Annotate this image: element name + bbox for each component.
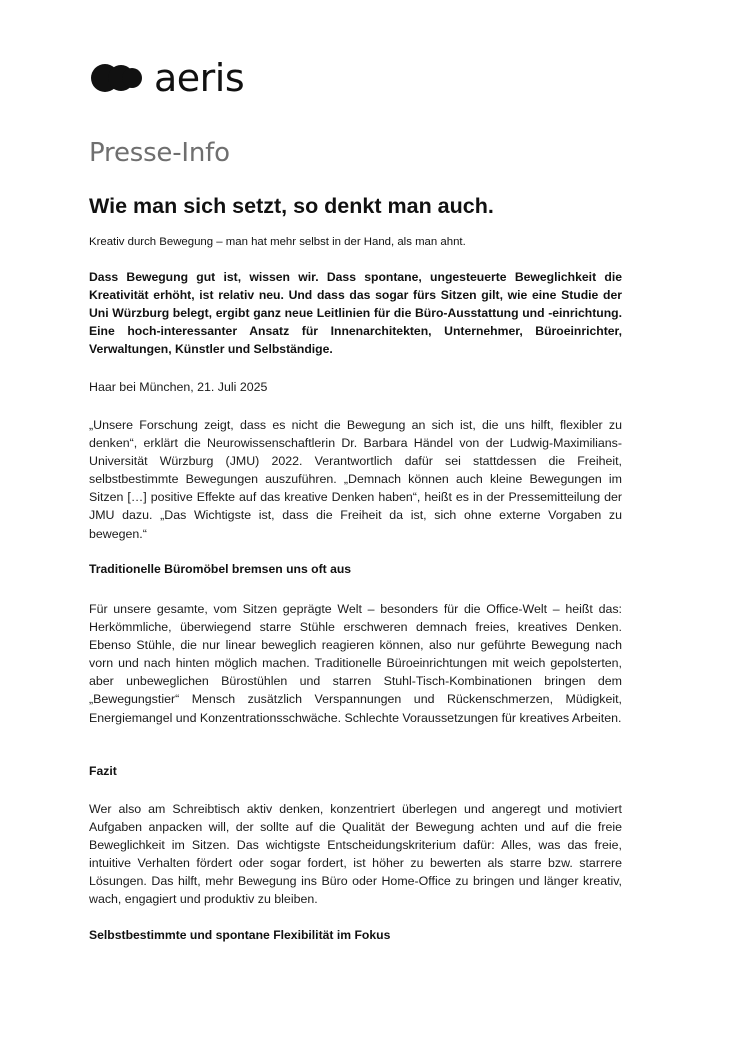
section-heading-3: Selbstbestimmte und spontane Flexibilität im Fokus [89,928,391,942]
dateline: Haar bei München, 21. Juli 2025 [89,380,268,394]
body-paragraph-2: Für unsere gesamte, vom Sitzen geprägte Welt – besonders für die Office-Welt – heißt das: Herkömmliche, überwiegend starre Stühle erschweren demnach freies, kreatives Denken. Ebenso Stühle, die nur linear beweglich reagieren können, also nur geführte Bewegung nach vorn und nach hinten möglich machen. Traditionelle Büroeinrichtungen mit weich gepolsterten, aber unbeweglichen Bürostühlen und starren Stuhl-Tisch-Kombinationen bringen dem „Bewegungstier“ Mensch zusätzlich Verspannungen und Rückenschmerzen, Müdigkeit, Energiemangel und Konzentrationsschwäche. Schlechte Voraussetzungen für kreatives Arbeiten. [89,602,622,725]
page-title: Wie man sich setzt, so denkt man auch. [89,194,494,218]
body-paragraph-3: Wer also am Schreibtisch aktiv denken, konzentriert überlegen und angeregt und motiviert Aufgaben anpacken will, der sollte auf die Qualität der Bewegung achten und auf die freie Beweglichkeit im Sitzen. Das wichtigste Entscheidungskriterium dafür: Alles, was das freie, intuitive Verhalten fördert oder sogar fordert, ist höher zu bewerten als starre bzw. starrere Lösungen. Das hilft, mehr Bewegung ins Büro oder Home-Office zu bringen und länger kreativ, wach, engagiert und produktiv zu bleiben. [89,802,622,907]
body-paragraph-1: „Unsere Forschung zeigt, dass es nicht die Bewegung an sich ist, die uns hilft, flexibler zu denken“, erklärt die Neurowissenschaftlerin Dr. Barbara Händel von der Ludwig-Maximilians-Universität Würzburg (JMU) 2022. Verantwortlich dafür sei stattdessen die Freiheit, selbstbestimmte Bewegungen auszuführen. „Demnach können auch kleine Bewegungen im Sitzen […] positive Effekte auf das kreative Denken haben“, heißt es in der Pressemitteilung der JMU dazu. „Das Wichtigste ist, dass die Freiheit da ist, sich ohne externe Vorgaben zu bewegen.“ [89,418,622,541]
section-heading-1: Traditionelle Büromöbel bremsen uns oft aus [89,562,352,576]
document-kicker: Presse-Info [89,138,230,168]
brand-logo [90,56,244,100]
aeris-logo-mark-icon [90,58,148,98]
subtitle: Kreativ durch Bewegung – man hat mehr selbst in der Hand, als man ahnt. [89,236,466,248]
section-heading-2: Fazit [89,764,117,778]
lead-paragraph: Dass Bewegung gut ist, wissen wir. Dass spontane, ungesteuerte Beweglichkeit die Kreativität erhöht, ist relativ neu. Und dass das sogar fürs Sitzen gilt, wie eine Studie der Uni Würzburg belegt, ergibt ganz neue Leitlinien für die Büro-Ausstattung und -einrichtung. Eine hoch-interessanter Ansatz für Innenarchitekten, Unternehmer, Büroeinrichter, Verwaltungen, Künstler und Selbständige. [89,270,622,357]
brand-wordmark: aeris [154,56,245,100]
